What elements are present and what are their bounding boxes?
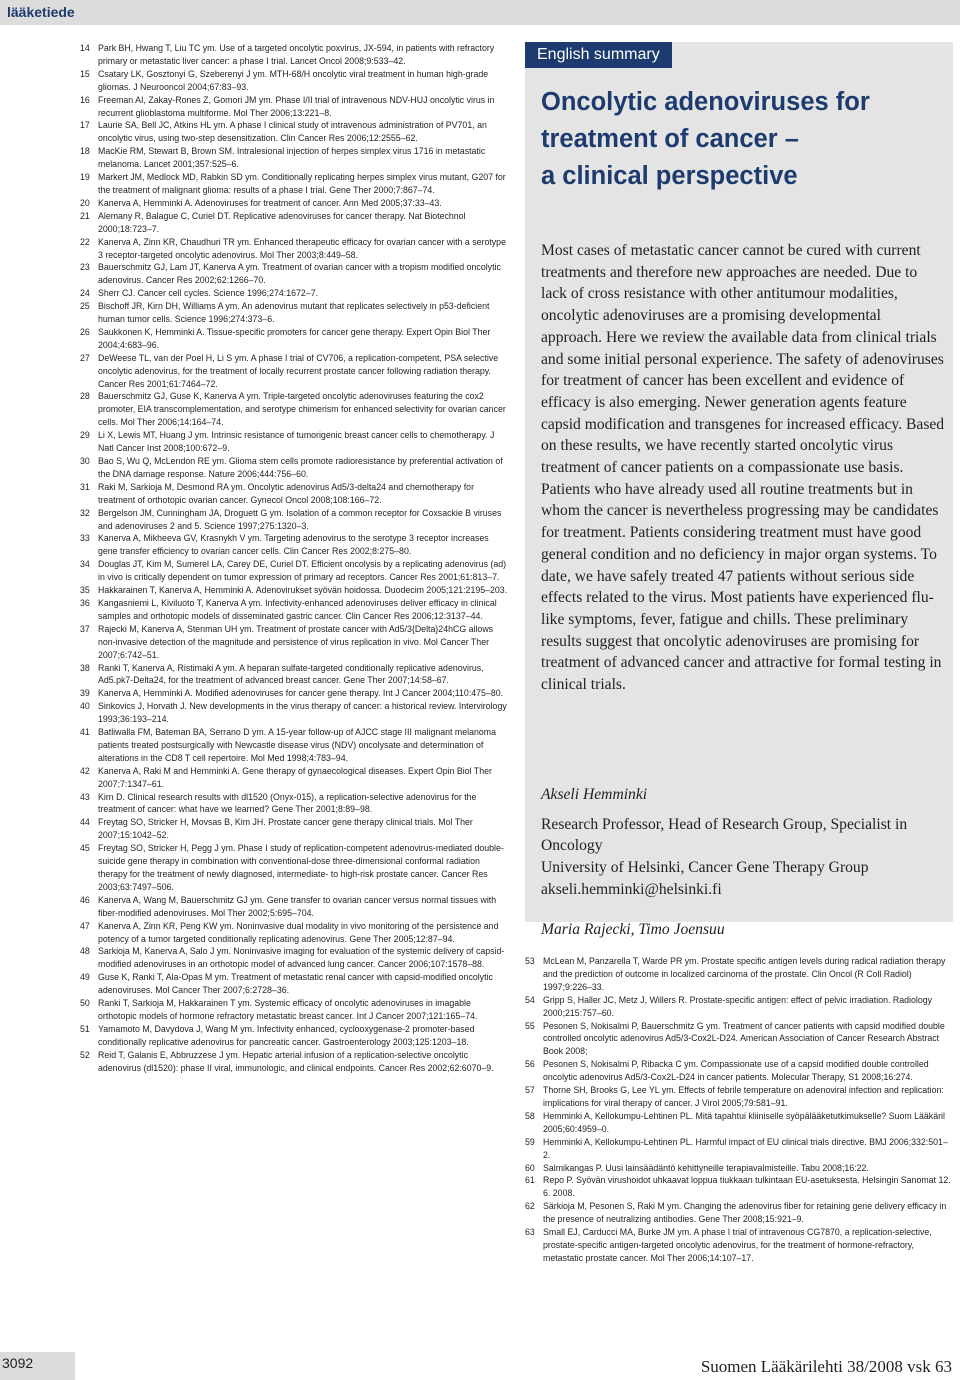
reference-item <box>80 326 508 352</box>
reference-number: 51 <box>80 1023 90 1034</box>
reference-item <box>80 687 508 700</box>
reference-text: Sinkovics J, Horvath J. New developments in the virus therapy of cancer: a historical review. Intervirology 1993;36:193–214. <box>98 701 507 725</box>
reference-number: 31 <box>80 481 90 492</box>
coauthors: Maria Rajecki, Timo Joensuu <box>541 920 725 938</box>
reference-item <box>80 765 508 791</box>
reference-text: Yamamoto M, Davydova J, Wang M ym. Infectivity enhanced, cyclooxygenase-2 promoter-based conditionally replicative adenovirus for pancreatic cancer. Gastroenterology 2003;125:1203–18. <box>98 1023 475 1047</box>
reference-text: Reid T, Galanis E, Abbruzzese J ym. Hepatic arterial infusion of a replication-selective oncolytic adenovirus (dl1520): phase II viral, immunologic, and clinical endpoints. Cancer Res 2002;62:6070–9. <box>98 1049 494 1073</box>
reference-number: 39 <box>80 688 90 699</box>
reference-text: Small EJ, Carducci MA, Burke JM ym. A phase I trial of intravenous CG7870, a replication-selective, prostate-specific antigen-targeted oncolytic adenovirus, for the treatment of hormone-refractory, metastatic prostate cancer. Mol Ther 2006;14:107–17. <box>543 1227 932 1263</box>
reference-item <box>80 532 508 558</box>
author-role: Research Professor, Head of Research Group, Specialist in Oncology <box>541 815 908 855</box>
journal-footer: Suomen Lääkärilehti 38/2008 vsk 63 <box>700 1357 952 1376</box>
page-number: 3092 <box>0 1352 75 1380</box>
reference-number: 55 <box>525 1020 535 1031</box>
reference-text: Hemminki A, Kellokumpu-Lehtinen PL. Harmful impact of EU clinical trials directive. BMJ 2006;332:501–2. <box>543 1136 948 1160</box>
author-name: Akseli Hemminki <box>541 786 648 803</box>
reference-text: McLean M, Panzarella T, Warde PR ym. Prostate specific antigen levels during radical radiation therapy and the prediction of outcome in localized carcinoma of the prostate. Clin Oncol (R Coll Radiol) 1997;9:226–33. <box>543 956 946 992</box>
reference-item <box>525 1162 955 1175</box>
reference-item <box>80 1023 508 1049</box>
reference-text: Laurie SA, Bell JC, Atkins HL ym. A phase I clinical study of intravenous administration of PV701, an oncolytic virus, using two-step desensitization. Clin Cancer Res 2006;12:2555–62. <box>98 120 487 144</box>
reference-item <box>525 1174 955 1200</box>
reference-number: 23 <box>80 262 90 273</box>
reference-text: Alemany R, Balague C, Curiel DT. Replicative adenoviruses for cancer therapy. Nat Biotechnol 2000;18:723–7. <box>98 210 466 234</box>
reference-number: 16 <box>80 94 90 105</box>
reference-item <box>80 558 508 584</box>
reference-text: Thorne SH, Brooks G, Lee YL ym. Effects of febrile temperature on adenoviral infection and replication: implications for viral therapy of cancer. J Virol 2005;79:581–91. <box>543 1085 944 1108</box>
reference-text: Raki M, Sarkioja M, Desmond RA ym. Oncolytic adenovirus Ad5/3-delta24 and chemotherapy for treatment of orthotopic ovarian cancer. Gynecol Oncol 2008;108:166–72. <box>98 481 474 505</box>
reference-number: 17 <box>80 120 90 131</box>
reference-text: Kangasniemi L, Kiviluoto T, Kanerva A ym. Infectivity-enhanced adenoviruses deliver efficacy in clinical samples and orthotopic models of disseminated gastric cancer. Clin Cancer Res 2006;12:3137–44. <box>98 597 497 621</box>
reference-item <box>80 842 508 894</box>
reference-text: Kanerva A, Zinn KR, Chaudhuri TR ym. Enhanced therapeutic efficacy for ovarian cancer with a serotype 3 receptor-targeted oncolytic adenovirus. Mol Ther 2003;8:449–58. <box>98 236 506 260</box>
reference-text: Ranki T, Sarkioja M, Hakkarainen T ym. Systemic efficacy of oncolytic adenoviruses in imagable orthotopic models of hormone refractory metastatic breast cancer. Int J Cancer 2007;121:165–74. <box>98 998 478 1021</box>
reference-number: 46 <box>80 894 90 905</box>
reference-number: 18 <box>80 146 90 157</box>
reference-number: 50 <box>80 998 90 1009</box>
reference-item <box>80 68 508 94</box>
reference-number: 27 <box>80 352 90 363</box>
reference-number: 43 <box>80 791 90 802</box>
reference-item <box>80 945 508 971</box>
reference-text: Kanerva A, Mikheeva GV, Krasnykh V ym. Targeting adenovirus to the serotype 3 receptor increases gene transfer efficiency to ovarian cancer cells. Clin Cancer Res 2002;8:275–80. <box>98 533 489 557</box>
reference-text: Kanerva A, Raki M and Hemminki A. Gene therapy of gynaecological diseases. Expert Opin Biol Ther 2007;7:1347–61. <box>98 765 492 789</box>
reference-number: 19 <box>80 172 90 183</box>
reference-item <box>80 1049 508 1075</box>
reference-number: 14 <box>80 43 90 53</box>
reference-text: Douglas JT, Kim M, Sumerel LA, Carey DE, Curiel DT. Efficient oncolysis by a replicating adenovirus (ad) in vivo is critically dependent on tumor expression of primary ad receptors. Cancer Res 2001;61:813–7. <box>98 559 507 583</box>
reference-number: 57 <box>525 1085 535 1096</box>
reference-number: 54 <box>525 994 535 1005</box>
reference-number: 63 <box>525 1227 535 1238</box>
summary-title-line: treatment of cancer – <box>541 125 799 153</box>
reference-text: Bauerschmitz GJ, Guse K, Kanerva A ym. Triple-targeted oncolytic adenoviruses featuring the cox2 promoter, EIA transcomplementation, and serotype chimerism for enhanced selectivity for ovarian cancer cells. Mol Ther 2006;14:164–74. <box>98 391 506 428</box>
reference-text: Sarkioja M, Kanerva A, Salo J ym. Noninvasive imaging for evaluation of the systemic delivery of capsid-modified adenoviruses in an orthotopic model of advanced lung cancer. Cancer 2006;107:1578–88. <box>98 946 505 970</box>
reference-number: 62 <box>525 1201 535 1212</box>
reference-number: 37 <box>80 623 90 634</box>
author-email[interactable]: akseli.hemminki@helsinki.fi <box>541 880 722 898</box>
reference-text: Markert JM, Medlock MD, Rabkin SD ym. Conditionally replicating herpes simplex virus mutant, G207 for the treatment of malignant glioma: results of a phase I trial. Gene Ther 2000;7:867–74. <box>98 172 506 195</box>
reference-item <box>80 197 508 210</box>
reference-item <box>80 971 508 997</box>
section-header <box>0 0 960 25</box>
reference-item <box>80 287 508 300</box>
reference-item <box>80 584 508 597</box>
section-title: lääketiede <box>7 4 75 20</box>
english-summary-box <box>525 42 953 938</box>
reference-text: Csatary LK, Gosztonyi G, Szeberenyi J ym. MTH-68/H oncolytic viral treatment in human high-grade gliomas. J Neurooncol 2004;67:83–93. <box>98 68 489 92</box>
reference-item <box>80 390 508 429</box>
reference-number: 44 <box>80 817 90 828</box>
summary-title <box>541 84 941 195</box>
reference-text: Freytag SO, Stricker H, Pegg J ym. Phase I study of replication-competent adenovirus-mediated double-suicide gene therapy in combination with conventional-dose three-dimensional conformal radiation therapy for the treatment of newly diagnosed, intermediate- to high-risk prostate cancer. Cancer Res 2003;63:7497–506. <box>98 843 504 892</box>
reference-text: Salmikangas P. Uusi lainsäädäntö kehittyneille terapiavalmisteille. Tabu 2008;16:22. <box>543 1162 869 1173</box>
reference-number: 59 <box>525 1136 535 1147</box>
reference-item <box>80 816 508 842</box>
reference-text: Rajecki M, Kanerva A, Stenman UH ym. Treatment of prostate cancer with Ad5/3{Delta}24hCG allows non-invasive detection of the magnitude and persistence of virus replication in vivo. Mol Cancer Ther 2007;6:742–51. <box>98 623 494 660</box>
reference-number: 30 <box>80 456 90 466</box>
reference-item <box>525 1226 955 1265</box>
reference-item <box>80 507 508 533</box>
reference-item <box>80 920 508 946</box>
reference-number: 58 <box>525 1110 535 1121</box>
reference-number: 36 <box>80 597 90 608</box>
reference-item <box>80 261 508 287</box>
author-affiliation: University of Helsinki, Cancer Gene Therapy Group <box>541 859 869 877</box>
reference-text: Ranki T, Kanerva A, Ristimaki A ym. A heparan sulfate-targeted conditionally replicative adenovirus, Ad5.pk7-Delta24, for the treatment of advanced breast cancer. Gene Ther 2007;14:58–67. <box>98 662 484 686</box>
reference-text: DeWeese TL, van der Poel H, Li S ym. A phase I trial of CV706, a replication-competent, PSA selective oncolytic adenovirus, for the treatment of locally recurrent prostate cancer following radiation therapy. Cancer Res 2001;61:7464–72. <box>98 352 499 389</box>
reference-item <box>525 1200 955 1226</box>
reference-number: 25 <box>80 301 90 312</box>
reference-list-left <box>80 42 508 1075</box>
reference-item <box>80 700 508 726</box>
reference-text: Hakkarainen T, Kanerva A, Hemminki A. Adenovirukset syövän hoidossa. Duodecim 2005;121:2195–203. <box>98 585 508 596</box>
reference-number: 52 <box>80 1049 90 1060</box>
reference-text: Repo P. Syövän virushoidot uhkaavat loppua tiukkaan tulkintaan EU-asetuksesta. Helsingin Sanomat 12. 6. 2008. <box>543 1175 951 1199</box>
reference-number: 41 <box>80 727 90 738</box>
reference-text: Pesonen S, Nokisalmi P, Ribacka C ym. Compassionate use of a capsid modified double controlled oncolytic adenovirus Ad5/3-Cox2L-D24 in cancer patients. Molecular Therapy, S1 2008;16:274. <box>543 1059 929 1083</box>
reference-item <box>80 300 508 326</box>
reference-item <box>80 455 508 481</box>
reference-text: Bao S, Wu Q, McLendon RE ym. Glioma stem cells promote radioresistance by preferential activation of the DNA damage response. Nature 2006;444:756–60. <box>98 456 503 479</box>
reference-item <box>80 42 508 68</box>
summary-title-line: a clinical perspective <box>541 162 798 190</box>
reference-number: 15 <box>80 68 90 79</box>
reference-item <box>80 119 508 145</box>
reference-item <box>80 597 508 623</box>
reference-number: 49 <box>80 972 90 983</box>
reference-number: 53 <box>525 956 535 966</box>
reference-number: 42 <box>80 765 90 776</box>
reference-number: 47 <box>80 920 90 931</box>
reference-text: Kanerva A, Zinn KR, Peng KW ym. Noninvasive dual modality in vivo monitoring of the persistence and potency of a tumor targeted conditionally replicating adenovirus. Gene Ther 2005;12:87–94. <box>98 920 499 944</box>
reference-item <box>80 623 508 662</box>
reference-item <box>80 94 508 120</box>
reference-item <box>525 1020 955 1059</box>
reference-number: 28 <box>80 391 90 402</box>
reference-text: Kanerva A, Hemminki A. Adenoviruses for treatment of cancer. Ann Med 2005;37:33–43. <box>98 197 442 208</box>
reference-item <box>80 662 508 688</box>
reference-text: Särkioja M, Pesonen S, Raki M ym. Changing the adenovirus fiber for retaining gene delivery efficacy in the presence of neutralizing antibodies. Gene Ther 2008;15:921–9. <box>543 1201 947 1225</box>
reference-text: Li X, Lewis MT, Huang J ym. Intrinsic resistance of tumorigenic breast cancer cells to chemotherapy. J Natl Cancer Inst 2008;100:672–9. <box>98 430 495 454</box>
reference-item <box>80 171 508 197</box>
reference-number: 33 <box>80 533 90 544</box>
reference-number: 35 <box>80 585 90 596</box>
reference-item <box>525 1084 955 1110</box>
reference-number: 26 <box>80 326 90 337</box>
reference-item <box>525 1110 955 1136</box>
reference-item <box>80 726 508 765</box>
reference-number: 48 <box>80 946 90 957</box>
reference-item <box>525 994 955 1020</box>
reference-number: 29 <box>80 430 90 441</box>
reference-number: 38 <box>80 662 90 673</box>
reference-number: 32 <box>80 507 90 518</box>
reference-text: Kirn D. Clinical research results with dl1520 (Onyx-015), a replication-selective adenovirus for the treatment of cancer: what have we learned? Gene Ther 2001;8:89–98. <box>98 791 477 815</box>
summary-body: Most cases of metastatic cancer cannot be cured with current treatments and therefore new approaches are needed. Due to lack of cross resistance with other antitumour modalities, oncolytic adenoviruses are a promising developmental approach. Here we review the available data from clinical trials and some initial personal experience. The safety of adenoviruses for treatment of cancer has been excellent and evidence of efficacy is also emerging. Newer generation agents feature capsid modification and transgenes for increased efficacy. Based on these results, we have recently started oncolytic virus treatment of cancer patients on a compassionate use basis. Patients who have already used all routine treatments but in whom the cancer is nevertheless progressing may be candidates for treatment. Patients considering treatment must have good general condition and no deficiency in major organ systems. To date, we have safely treated 47 patients without serious side effects related to the virus. Most patients have experienced flu-like symptoms, fever, fatigue and chills. These preliminary results suggest that oncolytic adenoviruses are promising for treatment of advanced cancer and attractive for formal testing in clinical trials. <box>541 242 945 694</box>
reference-number: 60 <box>525 1162 535 1173</box>
reference-text: Batliwalla FM, Bateman BA, Serrano D ym. A 15-year follow-up of AJCC stage III malignant melanoma patients treated postsurgically with Newcastle disease virus (NDV) oncolysate and determination of alterations in the CD8 T cell repertoire. Mol Med 1998;4:783–94. <box>98 727 496 763</box>
reference-number: 24 <box>80 288 90 299</box>
reference-text: Pesonen S, Nokisalmi P, Bauerschmitz G ym. Treatment of cancer patients with capsid modified double controlled oncolytic adenovirus Ad5/3-Cox2L-D24. American Association of Cancer Research Abstract Book 2008; <box>543 1020 945 1057</box>
reference-text: Guse K, Ranki T, Ala-Opas M ym. Treatment of metastatic renal cancer with capsid-modified oncolytic adenoviruses. Mol Cancer Ther 2007;6:2728–36. <box>98 972 493 996</box>
reference-number: 56 <box>525 1059 535 1070</box>
reference-number: 22 <box>80 236 90 247</box>
reference-text: Freeman AI, Zakay-Rones Z, Gomori JM ym. Phase I/II trial of intravenous NDV-HUJ oncolytic virus in recurrent glioblastoma multiforme. Mol Ther 2006;13:221–8. <box>98 94 495 118</box>
reference-item <box>80 429 508 455</box>
author-block <box>541 784 945 940</box>
reference-text: Kanerva A, Wang M, Bauerschmitz GJ ym. Gene transfer to ovarian cancer versus normal tissues with fiber-modified adenoviruses. Mol Ther 2002;5:695–704. <box>98 894 497 918</box>
reference-text: Freytag SO, Stricker H, Movsas B, Kim JH. Prostate cancer gene therapy clinical trials. Mol Ther 2007;15:1042–52. <box>98 817 473 841</box>
reference-item <box>80 481 508 507</box>
reference-item <box>525 1058 955 1084</box>
summary-tag: English summary <box>525 42 672 68</box>
reference-text: Bergelson JM, Cunningham JA, Droguett G ym. Isolation of a common receptor for Coxsackie B viruses and adenoviruses 2 and 5. Science 1997;275:1320–3. <box>98 507 502 531</box>
reference-item <box>80 210 508 236</box>
reference-text: Hemminki A, Kellokumpu-Lehtinen PL. Mitä tapahtui kliiniselle syöpälääketutkimukselle? Suom Lääkäril 2005;60:4959–0. <box>543 1110 945 1134</box>
reference-text: MacKie RM, Stewart B, Brown SM. Intralesional injection of herpes simplex virus 1716 in metastatic melanoma. Lancet 2001;357:525–6. <box>98 146 486 170</box>
reference-item <box>80 791 508 817</box>
reference-number: 45 <box>80 843 90 854</box>
reference-text: Bischoff JR, Kirn DH, Williams A ym. An adenovirus mutant that replicates selectively in p53-deficient human tumor cells. Science 1996;274:373–6. <box>98 301 490 325</box>
reference-item <box>80 145 508 171</box>
reference-item <box>80 997 508 1023</box>
reference-item <box>80 894 508 920</box>
reference-text: Gripp S, Haller JC, Metz J, Willers R. Prostate-specific antigen: effect of pelvic irradiation. Radiology 2000;215:757–60. <box>543 994 933 1018</box>
reference-number: 61 <box>525 1175 535 1186</box>
reference-text: Bauerschmitz GJ, Lam JT, Kanerva A ym. Treatment of ovarian cancer with a tropism modified oncolytic adenovirus. Cancer Res 2002;62:1266–70. <box>98 262 501 286</box>
reference-list-right <box>525 955 955 1265</box>
reference-item <box>525 955 955 994</box>
reference-number: 40 <box>80 701 90 712</box>
reference-text: Saukkonen K, Hemminki A. Tissue-specific promoters for cancer gene therapy. Expert Opin Biol Ther 2004;4:683–96. <box>98 326 491 350</box>
reference-text: Sherr CJ. Cancer cell cycles. Science 1996;274:1672–7. <box>98 288 319 299</box>
reference-number: 34 <box>80 559 90 570</box>
reference-number: 20 <box>80 197 90 208</box>
reference-number: 21 <box>80 210 90 221</box>
reference-text: Kanerva A, Hemminki A. Modified adenoviruses for cancer gene therapy. Int J Cancer 2004;110:475–80. <box>98 688 504 699</box>
reference-item <box>80 352 508 391</box>
reference-item <box>525 1136 955 1162</box>
reference-item <box>80 236 508 262</box>
reference-text: Park BH, Hwang T, Liu TC ym. Use of a targeted oncolytic poxvirus, JX-594, in patients with refractory primary or metastatic liver cancer: a phase I trial. Lancet Oncol 2008;9:533–42. <box>98 43 495 66</box>
summary-title-line: Oncolytic adenoviruses for <box>541 88 870 116</box>
